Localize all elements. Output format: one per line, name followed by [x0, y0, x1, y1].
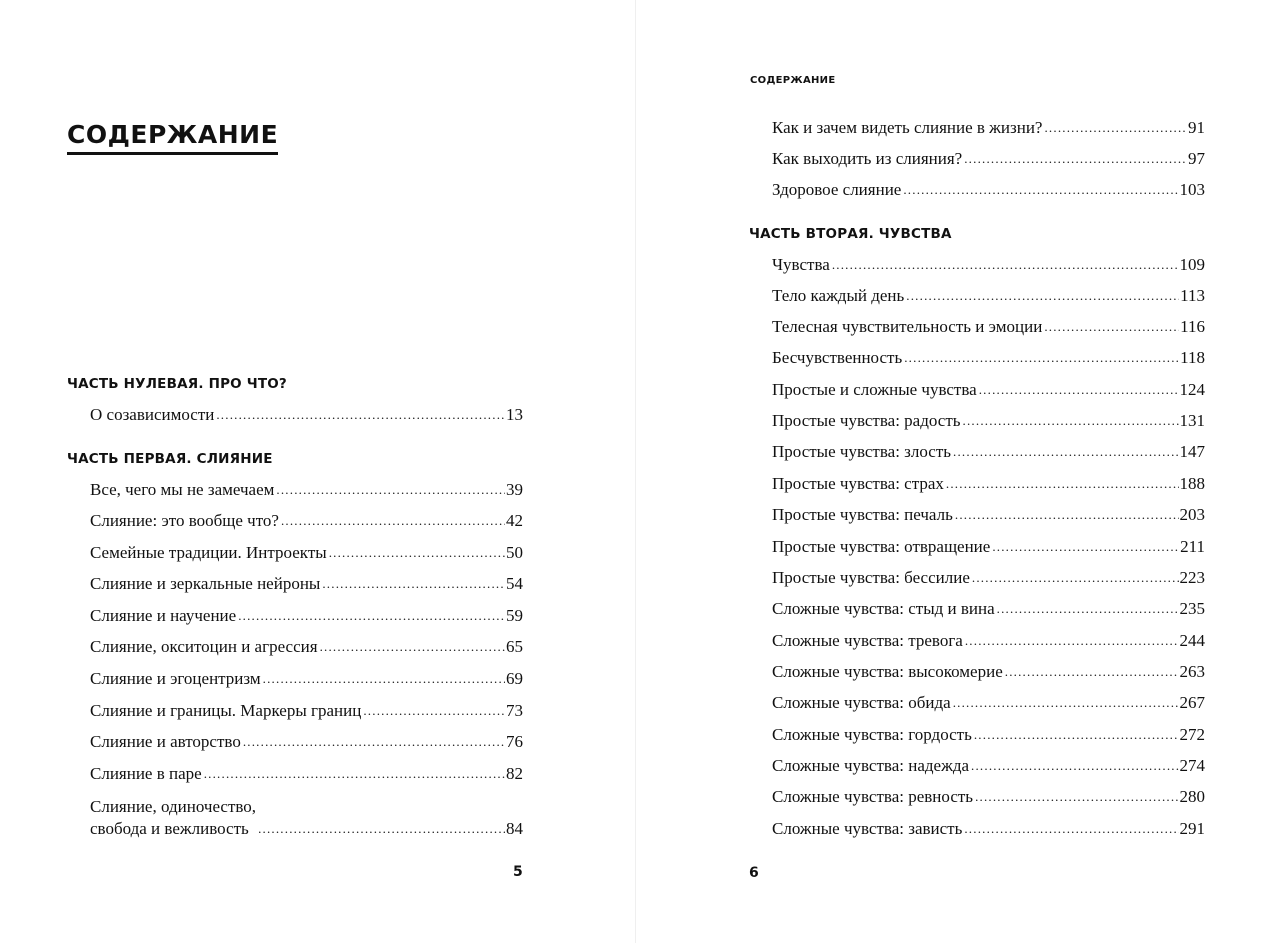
toc-entry-title: Сложные чувства: ревность: [772, 787, 974, 806]
toc-entry[interactable]: [90, 542, 523, 564]
toc-entry[interactable]: [772, 179, 1205, 201]
toc-entry-title: Сложные чувства: стыд и вина: [772, 599, 995, 618]
dot-leader: [946, 473, 1179, 495]
running-head: СОДЕРЖАНИЕ: [750, 75, 836, 86]
toc-entry[interactable]: [90, 668, 523, 690]
toc-entry[interactable]: [90, 636, 523, 658]
page-number: 6: [749, 865, 759, 881]
toc-entry-page: 103: [1179, 180, 1205, 199]
page-title: СОДЕРЖАНИЕ: [67, 118, 278, 155]
toc-entry-title: Как выходить из слияния?: [772, 149, 963, 168]
toc-entry-title: Слияние и границы. Маркеры границ: [90, 701, 362, 720]
toc-entry-title-line: Слияние, одиночество,: [90, 797, 257, 816]
toc-entry-page: 65: [506, 637, 523, 656]
toc-entry-page: 274: [1179, 756, 1205, 775]
dot-leader: [965, 630, 1179, 652]
dot-leader: [997, 598, 1179, 620]
left-page: [0, 0, 636, 943]
toc-entry-page: 244: [1179, 631, 1205, 650]
toc-entry[interactable]: [772, 473, 1205, 495]
dot-leader: [903, 179, 1178, 201]
toc-entry-page: 82: [506, 764, 523, 783]
toc-entry-page: 147: [1179, 442, 1205, 461]
toc-entry[interactable]: [772, 117, 1205, 139]
dot-leader: [276, 479, 505, 501]
toc-entry-page: 263: [1179, 662, 1205, 681]
toc-entry-title: Простые чувства: страх: [772, 474, 944, 493]
toc-entry-page: 54: [506, 574, 523, 593]
toc-entry-title: Простые чувства: печаль: [772, 505, 953, 524]
toc-entry-title: Простые чувства: злость: [772, 442, 952, 461]
dot-leader: [204, 763, 505, 785]
toc-entry[interactable]: [90, 731, 523, 753]
toc-entry-page: 203: [1179, 505, 1205, 524]
dot-leader: [953, 441, 1178, 463]
toc-entry-title: Слияние в паре: [90, 764, 202, 783]
section-heading-part-two: ЧАСТЬ ВТОРАЯ. ЧУВСТВА: [749, 226, 952, 242]
toc-entry[interactable]: [90, 700, 523, 722]
toc-entry-page: 39: [506, 480, 523, 499]
toc-entry-title: Слияние: это вообще что?: [90, 511, 279, 530]
toc-entry-title: Слияние и зеркальные нейроны: [90, 574, 321, 593]
toc-entry-title: Простые чувства: отвращение: [772, 537, 991, 556]
toc-entry[interactable]: [772, 724, 1205, 746]
toc-entry[interactable]: [772, 148, 1205, 170]
dot-leader: [832, 254, 1179, 276]
toc-entry-page: 113: [1180, 286, 1205, 305]
dot-leader: [975, 786, 1178, 808]
dot-leader: [216, 404, 505, 426]
dot-leader: [955, 504, 1179, 526]
toc-entry-title: Как и зачем видеть слияние в жизни?: [772, 118, 1043, 137]
toc-entry[interactable]: [772, 410, 1205, 432]
dot-leader: [363, 700, 505, 722]
toc-entry-title-line: свобода и вежливость: [90, 819, 249, 838]
toc-entry-page: 188: [1179, 474, 1205, 493]
toc-entry[interactable]: [90, 794, 523, 840]
toc-entry-page: 69: [506, 669, 523, 688]
toc-entry-page: 50: [506, 543, 523, 562]
toc-entry-page: 267: [1179, 693, 1205, 712]
section-heading-part-zero: ЧАСТЬ НУЛЕВАЯ. ПРО ЧТО?: [67, 376, 287, 392]
dot-leader: [992, 536, 1179, 558]
toc-entry-title: Телесная чувствительность и эмоции: [772, 317, 1043, 336]
toc-entry-page: 59: [506, 606, 523, 625]
dot-leader: [953, 692, 1179, 714]
dot-leader: [964, 818, 1178, 840]
toc-entry[interactable]: [90, 573, 523, 595]
toc-entry-page: 42: [506, 511, 523, 530]
toc-entry[interactable]: [772, 254, 1205, 276]
dot-leader: [258, 818, 505, 840]
toc-entry[interactable]: [772, 818, 1205, 840]
toc-entry-title: Семейные традиции. Интроекты: [90, 543, 327, 562]
toc-entry-page: 109: [1179, 255, 1205, 274]
toc-entry-page: 131: [1179, 411, 1205, 430]
toc-entry-title: Чувства: [772, 255, 830, 274]
toc-entry[interactable]: [90, 510, 523, 532]
toc-entry-title: Сложные чувства: высокомерие: [772, 662, 1003, 681]
dot-leader: [1044, 316, 1179, 338]
toc-entry-title: Сложные чувства: тревога: [772, 631, 963, 650]
dot-leader: [1044, 117, 1187, 139]
toc-entry-title: Бесчувственность: [772, 348, 903, 367]
toc-entry-title: Сложные чувства: гордость: [772, 725, 972, 744]
right-page: [636, 0, 1277, 943]
toc-entry-page: 13: [506, 405, 523, 424]
dot-leader: [974, 724, 1179, 746]
toc-entry-title: Слияние и авторство: [90, 732, 241, 751]
dot-leader: [322, 573, 505, 595]
toc-entry[interactable]: [772, 536, 1205, 558]
toc-entry[interactable]: [772, 755, 1205, 777]
toc-entry-page: 223: [1179, 568, 1205, 587]
dot-leader: [243, 731, 505, 753]
toc-entry-title: Тело каждый день: [772, 286, 905, 305]
toc-entry-title: Простые и сложные чувства: [772, 380, 977, 399]
dot-leader: [1005, 661, 1179, 683]
dot-leader: [238, 605, 505, 627]
toc-entry[interactable]: [90, 479, 523, 501]
toc-entry-page: 116: [1180, 317, 1205, 336]
dot-leader: [963, 410, 1179, 432]
toc-entry-page: 272: [1179, 725, 1205, 744]
toc-entry[interactable]: [772, 347, 1205, 369]
dot-leader: [263, 668, 505, 690]
section-heading-part-one: ЧАСТЬ ПЕРВАЯ. СЛИЯНИЕ: [67, 451, 273, 467]
toc-entry-title: Простые чувства: радость: [772, 411, 961, 430]
toc-entry-title: Все, чего мы не замечаем: [90, 480, 275, 499]
toc-entry-page: 91: [1188, 118, 1205, 137]
toc-entry[interactable]: [772, 786, 1205, 808]
toc-entry[interactable]: [772, 567, 1205, 589]
toc-entry-page: 84: [506, 819, 523, 838]
toc-entry[interactable]: [772, 441, 1205, 463]
toc-entry-title: Сложные чувства: обида: [772, 693, 951, 712]
dot-leader: [971, 755, 1178, 777]
toc-entry[interactable]: [772, 630, 1205, 652]
toc-entry-page: 291: [1179, 819, 1205, 838]
toc-entry[interactable]: [90, 404, 523, 426]
toc-entry-title: О созависимости: [90, 405, 215, 424]
toc-entry-title: Сложные чувства: зависть: [772, 819, 963, 838]
toc-entry-page: 124: [1179, 380, 1205, 399]
toc-entry-page: 235: [1179, 599, 1205, 618]
page-number: 5: [513, 864, 523, 880]
dot-leader: [329, 542, 505, 564]
dot-leader: [904, 347, 1179, 369]
toc-entry[interactable]: [772, 598, 1205, 620]
toc-entry-title: [90, 796, 256, 840]
toc-entry-page: 211: [1180, 537, 1205, 556]
toc-entry[interactable]: [772, 692, 1205, 714]
toc-entry-title: Слияние, окситоцин и агрессия: [90, 637, 318, 656]
toc-entry[interactable]: [90, 763, 523, 785]
toc-entry-title: Здоровое слияние: [772, 180, 902, 199]
toc-entry-page: 118: [1180, 348, 1205, 367]
toc-entry-page: 73: [506, 701, 523, 720]
toc-entry-title: Простые чувства: бессилие: [772, 568, 970, 587]
toc-entry[interactable]: [772, 316, 1205, 338]
dot-leader: [320, 636, 505, 658]
toc-entry-page: 280: [1179, 787, 1205, 806]
toc-entry[interactable]: [90, 605, 523, 627]
toc-entry[interactable]: [772, 661, 1205, 683]
dot-leader: [281, 510, 505, 532]
toc-entry[interactable]: [772, 504, 1205, 526]
toc-entry[interactable]: [772, 285, 1205, 307]
dot-leader: [906, 285, 1179, 307]
toc-entry-page: 76: [506, 732, 523, 751]
toc-entry-title: Слияние и научение: [90, 606, 237, 625]
toc-entry[interactable]: [772, 379, 1205, 401]
dot-leader: [964, 148, 1187, 170]
toc-entry-title: Сложные чувства: надежда: [772, 756, 970, 775]
dot-leader: [972, 567, 1179, 589]
dot-leader: [979, 379, 1179, 401]
toc-entry-title: Слияние и эгоцентризм: [90, 669, 261, 688]
toc-entry-page: 97: [1188, 149, 1205, 168]
